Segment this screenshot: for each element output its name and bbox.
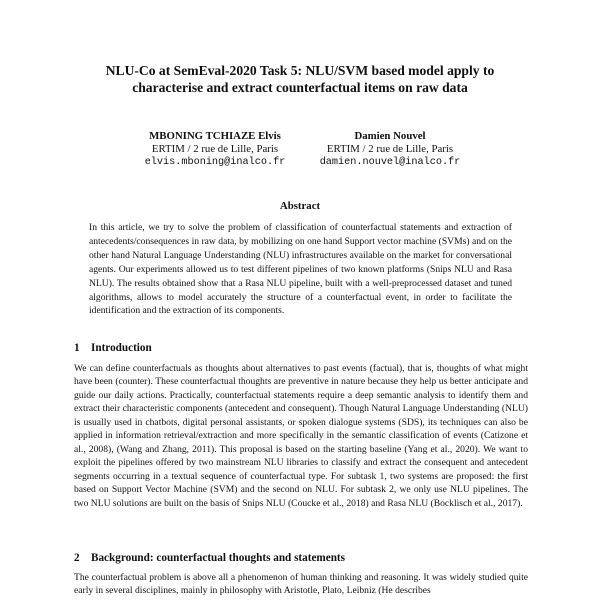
- body-paragraph: We can define counterfactuals as thoughts about alternatives to past events (factual), that is, thoughts of what might have been (counter). These counterfactual thoughts are preventive in nature because they help us better anticipate and guide our daily actions. Practically, counterfactual statements require a deep semantic analysis to identify them and extract their characteristic components (antecedent and consequent). Though Natural Language Understanding (NLU) is usually used in chatbots, digital personal assistants, or spoken dialogue systems (SDS), its techniques can also be applied in information retrieval/extraction and more specifically in the semantic classification of events (Catizone et al., 2008), (Wang and Zhang, 2011). This proposal is based on the starting baseline (Yang et al., 2020). We want to exploit the pipelines offered by two mainstream NLU libraries to classify and extract the consequent and antecedent segments occurring in a textual sequence of counterfactual type. For subtask 1, two systems are proposed: the first based on Support Vector Machine (SVM) and the second on NLU. For subtask 2, we only use NLU pipelines. The two NLU solutions are built on the basis of Snips NLU (Coucke et al., 2018) and Rasa NLU (Bocklisch et al., 2017).: [74, 363, 528, 509]
- paper-title-line-1: NLU-Co at SemEval-2020 Task 5: NLU/SVM based model apply to: [105, 63, 495, 78]
- body-paragraph: The counterfactual problem is above all a phenomenon of human thinking and reasoning. It was widely studied quite early in several disciplines, mainly in philosophy with Aristotle, Plato, Leibniz (He describes: [74, 572, 528, 597]
- author-block-2: [280, 130, 500, 169]
- section-body-introduction: [74, 362, 528, 510]
- author-name: Damien Nouvel: [354, 130, 426, 142]
- paper-title-line-2: characterise and extract counterfactual items on raw data: [132, 80, 468, 95]
- abstract-heading: Abstract: [279, 200, 321, 212]
- section-number: 2: [74, 552, 80, 564]
- author-email: damien.nouvel@inalco.fr: [319, 157, 461, 168]
- section-heading-introduction: [74, 342, 534, 354]
- abstract-text: [89, 221, 512, 318]
- section-title: Introduction: [91, 342, 152, 354]
- section-heading-background: [74, 552, 534, 564]
- author-name: MBONING TCHIAZE Elvis: [149, 130, 281, 142]
- abstract-paragraph: In this article, we try to solve the problem of classification of counterfactual statements and extraction of antecedents/consequences in raw data, by mobilizing on one hand Support vector machine (SVMs) and on the other hand Natural Language Understanding (NLU) infrastructures available on the market for conversational agents. Our experiments allowed us to test different pipelines of two known platforms (Snips NLU and Rasa NLU). The results obtained show that a Rasa NLU pipeline, built with a well-preprocessed dataset and tuned algorithms, allows to model accurately the structure of a counterfactual event, in order to facilitate the identification and the extraction of its components.: [89, 222, 512, 317]
- author-email: elvis.mboning@inalco.fr: [144, 157, 286, 168]
- section-body-background: [74, 571, 528, 598]
- author-affiliation: ERTIM / 2 rue de Lille, Paris: [151, 143, 279, 155]
- paper-title: [60, 62, 540, 96]
- author-affiliation: ERTIM / 2 rue de Lille, Paris: [326, 143, 454, 155]
- section-title: Background: counterfactual thoughts and statements: [91, 552, 346, 564]
- section-number: 1: [74, 342, 80, 354]
